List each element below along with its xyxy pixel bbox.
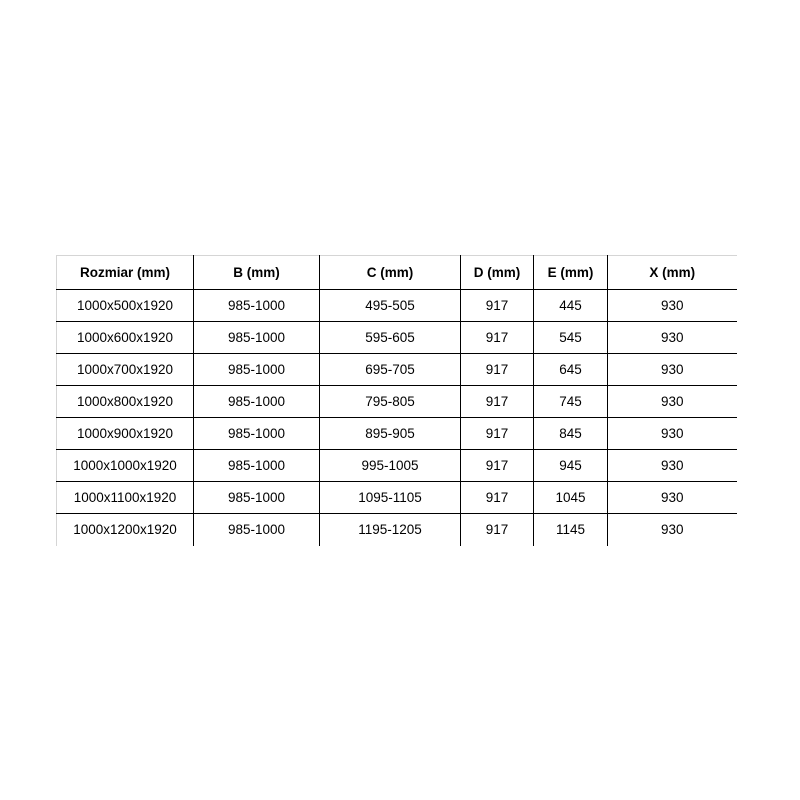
table-cell: 917 — [461, 322, 534, 354]
table-cell: 1000x1000x1920 — [57, 450, 194, 482]
table-cell: 930 — [608, 354, 737, 386]
table-cell: 917 — [461, 354, 534, 386]
table-row — [57, 450, 737, 482]
table-row — [57, 322, 737, 354]
table-cell: 917 — [461, 482, 534, 514]
column-header: C (mm) — [320, 256, 461, 290]
table-row — [57, 386, 737, 418]
column-header: B (mm) — [194, 256, 320, 290]
table-cell: 985-1000 — [194, 290, 320, 322]
table-cell: 985-1000 — [194, 354, 320, 386]
table-cell: 917 — [461, 418, 534, 450]
table-row — [57, 482, 737, 514]
table-cell: 695-705 — [320, 354, 461, 386]
table-cell: 795-805 — [320, 386, 461, 418]
header-row — [57, 256, 737, 290]
table-cell: 917 — [461, 450, 534, 482]
table-cell: 445 — [534, 290, 608, 322]
table-cell: 1145 — [534, 514, 608, 546]
table-body — [57, 290, 737, 546]
table-cell: 917 — [461, 514, 534, 546]
table-cell: 1000x800x1920 — [57, 386, 194, 418]
table-cell: 930 — [608, 290, 737, 322]
table-cell: 930 — [608, 418, 737, 450]
table-cell: 1195-1205 — [320, 514, 461, 546]
table-cell: 930 — [660, 522, 684, 538]
table-cell: 1000x1100x1920 — [57, 482, 194, 514]
table-cell: 545 — [534, 322, 608, 354]
table-cell: 1000x1200x1920 — [57, 514, 194, 546]
table-row — [57, 514, 737, 546]
table-cell: 985-1000 — [194, 418, 320, 450]
column-header: Rozmiar (mm) — [57, 256, 194, 290]
table-cell: 945 — [534, 450, 608, 482]
table-cell: 1000x600x1920 — [57, 322, 194, 354]
table-cell: 745 — [534, 386, 608, 418]
table-cell: 1000x900x1920 — [57, 418, 194, 450]
table-cell: 845 — [534, 418, 608, 450]
table-cell: 985-1000 — [194, 482, 320, 514]
column-header: X (mm) — [608, 256, 737, 290]
table-cell: 1045 — [534, 482, 608, 514]
table-row — [57, 354, 737, 386]
table-cell: 985-1000 — [194, 322, 320, 354]
table-header — [57, 256, 737, 290]
table-cell: 995-1005 — [320, 450, 461, 482]
table-cell: 930 — [608, 482, 737, 514]
table-cell: 930 — [608, 450, 737, 482]
column-header: D (mm) — [461, 256, 534, 290]
table-cell: 595-605 — [320, 322, 461, 354]
table-cell: 917 — [461, 386, 534, 418]
table-row — [57, 290, 737, 322]
table-cell: 645 — [534, 354, 608, 386]
table-cell: 985-1000 — [194, 450, 320, 482]
table-cell: 895-905 — [320, 418, 461, 450]
table-cell: 930 — [608, 322, 737, 354]
table-cell: 917 — [461, 290, 534, 322]
table-cell: 985-1000 — [194, 386, 320, 418]
table-cell: 985-1000 — [194, 514, 320, 546]
size-spec-table — [56, 255, 737, 546]
table-cell: 930 — [608, 386, 737, 418]
table-cell: 495-505 — [320, 290, 461, 322]
table-cell: 1000x500x1920 — [57, 290, 194, 322]
table-cell: 1095-1105 — [320, 482, 461, 514]
table-cell: 1000x700x1920 — [57, 354, 194, 386]
table-row — [57, 418, 737, 450]
column-header: E (mm) — [534, 256, 608, 290]
